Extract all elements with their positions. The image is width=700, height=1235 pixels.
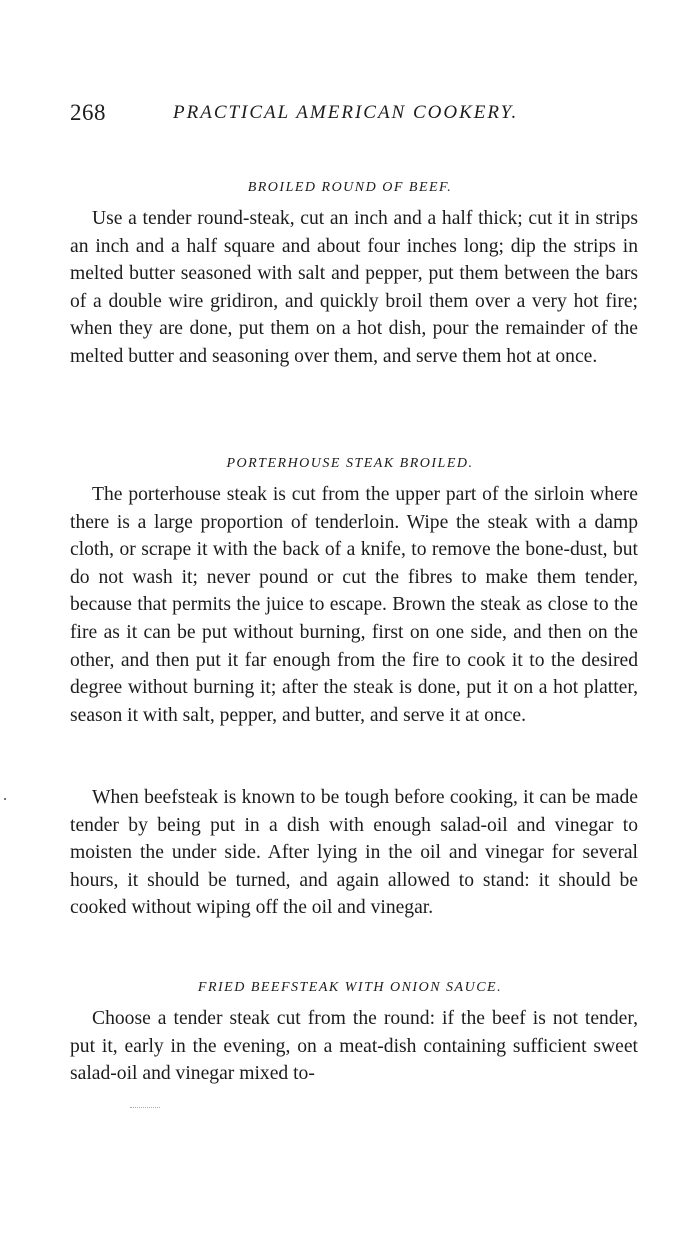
paragraph-fried-beefsteak: Choose a tender steak cut from the round: if the beef is not tender, put it, early in the evening, on a meat-dish containing sufficient sweet salad-oil and vinegar mixed to- [70,1008,638,1085]
paragraph-porterhouse-2: When beefsteak is known to be tough before cooking, it can be made tender by being put in a dish with enough salad-oil and vinegar to moisten the under side. After lying in the oil and vinegar for several hours, it should be turned, and again allowed to stand: it should be cooked without wiping off the oil and vinegar. [70,787,638,919]
section-heading-porterhouse: PORTERHOUSE STEAK BROILED. [226,456,474,471]
section-heading-fried-beefsteak: FRIED BEEFSTEAK WITH ONION SAUCE. [197,980,503,995]
paragraph-broiled-round: Use a tender round-steak, cut an inch and a half thick; cut it in strips an inch and a half square and about four inches long; dip the strips in melted butter seasoned with salt and pepper, put them between the bars of a double wire gridiron, and quickly broil them over a very hot fire; when they are done, put them on a hot dish, pour the remainder of the melted butter and seasoning over them, and serve them hot at once. [70,208,638,367]
margin-speck [4,798,6,800]
running-title: PRACTICAL AMERICAN COOKERY. [173,102,519,123]
footer-smudge [130,1107,160,1109]
paragraph-porterhouse-1: The porterhouse steak is cut from the upper part of the sirloin where there is a large proportion of tenderloin. Wipe the steak with a damp cloth, or scrape it with the back of a knife, to remove the bone-dust, but do not wash it; never pound or cut the fibres to make them tender, because that permits the juice to escape. Brown the steak as close to the fire as it can be put without burning, first on one side, and then on the other, and then put it far enough from the fire to cook it to the desired degree without burning it; after the steak is done, put it on a hot platter, season it with salt, pepper, and butter, and serve it at once. [70,484,638,726]
running-head [70,100,650,130]
page-number: 268 [70,100,106,125]
section-heading-broiled-round: BROILED ROUND OF BEEF. [247,180,453,195]
